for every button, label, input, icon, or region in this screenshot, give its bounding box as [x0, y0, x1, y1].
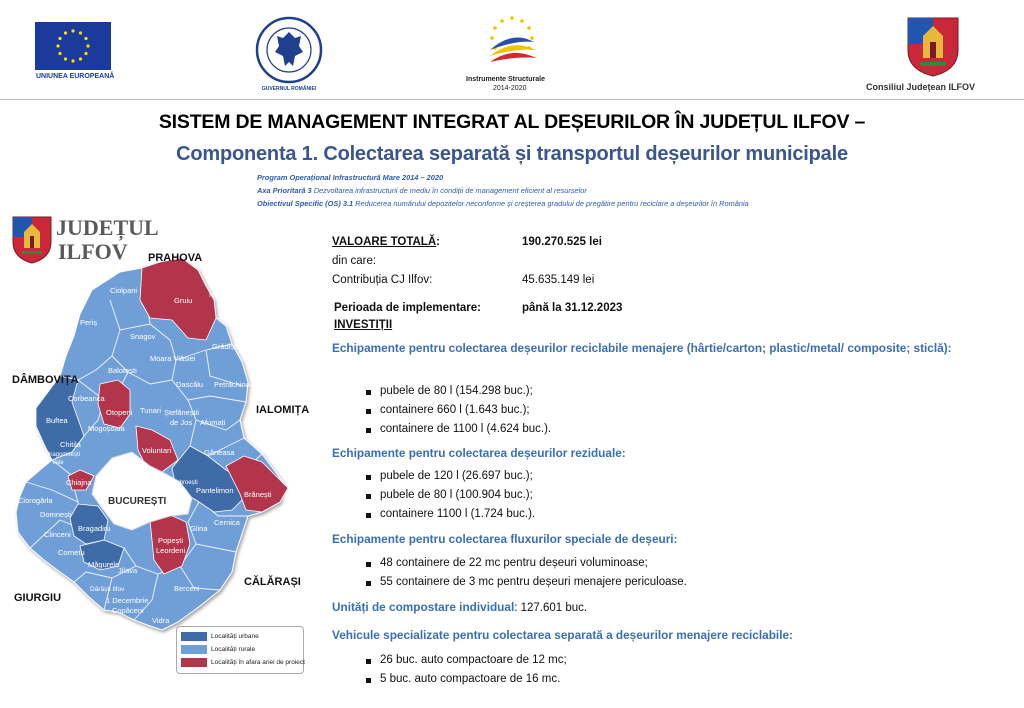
loc-leordeni: Leordeni — [156, 546, 186, 555]
loc-otopeni: Otopeni — [106, 408, 133, 417]
page-subtitle: Componenta 1. Colectarea separată și transportul deșeurilor municipale — [176, 143, 848, 165]
loc-buftea: Buftea — [46, 416, 68, 425]
ilfov-coat-of-arms-logo — [906, 16, 960, 78]
section-recyclable-item: pubele de 80 l (154.298 buc.); — [380, 385, 533, 397]
legend-swatch-rural — [181, 645, 207, 654]
page-title: SISTEM DE MANAGEMENT INTEGRAT AL DEȘEURILOR ÎN JUDEȚUL ILFOV – — [158, 111, 866, 133]
logo-bar — [0, 0, 1024, 100]
os-text: Reducerea numărului depozitelor neconforme și creșterea gradului de pregătire pentru reciclare a deșeurilor în România — [353, 199, 749, 208]
loc-pantelimon: Pantelimon — [196, 486, 234, 495]
valoare-line — [332, 236, 440, 248]
legend-swatch-outside — [181, 658, 207, 667]
loc-ciolpani: Ciolpani — [110, 286, 138, 295]
program-line — [257, 173, 443, 182]
loc-petrachioaia: Petrăchioaia — [214, 380, 256, 389]
loc-jilava: Jilava — [118, 566, 138, 575]
structural-instruments-years: 2014-2020 — [493, 85, 527, 92]
os-line — [257, 199, 749, 208]
section-compost-label: Unități de compostare individual — [332, 600, 515, 614]
loc-gruiu: Gruiu — [174, 296, 193, 305]
map-title-line1: JUDEȚUL — [56, 215, 159, 240]
section-recyclable-title: Echipamente pentru colectarea deșeurilor reciclabile menajere (hârtie/carton; plastic/metal/ composite; sticlă): — [332, 341, 952, 355]
din-care: din care: — [332, 255, 377, 267]
valoare-value: 190.270.525 lei — [522, 236, 602, 248]
loc-snagov: Snagov — [130, 332, 156, 341]
loc-corbeanca: Corbeanca — [68, 394, 105, 403]
section-compost-line — [332, 600, 587, 614]
axa-text: Dezvoltarea infrastructurii de mediu în condiții de management eficient al resurselor — [311, 186, 587, 195]
section-special-item: 55 containere de 3 mc pentru deșeuri menajere periculoase. — [380, 576, 687, 588]
legend-label-outside: Localități în afara ariei de proiect — [211, 659, 305, 666]
legend-swatch-urban — [181, 632, 207, 641]
structural-instruments-logo — [476, 12, 548, 74]
section-vehicles-title: Vehicule specializate pentru colectarea separată a deșeurilor menajere reciclabile: — [332, 628, 793, 642]
structural-instruments-caption: Instrumente Structurale — [466, 76, 545, 83]
county-giurgiu: GIURGIU — [14, 592, 62, 604]
os-label: Obiectivul Specific (OS) 3.1 — [257, 199, 354, 208]
government-seal-logo — [255, 16, 323, 84]
loc-chiajna: Chiajna — [66, 478, 92, 487]
loc-stefanestii: Ștefăneștii — [164, 408, 200, 417]
axa-label: Axa Prioritară 3 — [257, 186, 312, 195]
loc-popesti: Popești — [158, 536, 184, 545]
loc-peris: Periș — [80, 318, 98, 327]
bucharest-label: BUCUREȘTI — [108, 496, 167, 507]
legend-row-outside — [181, 657, 305, 668]
loc-glina: Glina — [190, 524, 208, 533]
axa-line — [257, 186, 587, 195]
loc-cernica: Cernica — [214, 518, 240, 527]
legend-row-rural — [181, 644, 255, 655]
loc-afumati: Afumați — [200, 418, 226, 427]
loc-tunari: Tunari — [140, 406, 161, 415]
eu-caption: UNIUNEA EUROPEANĂ — [36, 73, 115, 80]
loc-vale: Vale — [52, 460, 64, 466]
valoare-label: VALOARE TOTALĂ — [332, 236, 437, 248]
loc-copaceni: Copăceni — [112, 606, 144, 615]
contributia-value: 45.635.149 lei — [522, 274, 595, 286]
loc-1-decembrie: 1 Decembrie — [106, 596, 149, 605]
loc-voluntari: Voluntari — [142, 446, 172, 455]
loc-ciorogarla: Ciorogârla — [18, 496, 53, 505]
contributia-label: Contribuția CJ Ilfov: — [332, 274, 433, 286]
map-legend — [176, 626, 304, 674]
header-divider — [0, 99, 1024, 100]
section-vehicles-item: 5 buc. auto compactoare de 16 mc. — [380, 673, 561, 685]
loc-chitila: Chitila — [60, 440, 81, 449]
outside-otopeni — [98, 380, 133, 428]
perioada-value: până la 31.12.2023 — [522, 302, 623, 314]
section-residual-item: pubele de 120 l (26.697 buc.); — [380, 470, 533, 482]
county-prahova: PRAHOVA — [148, 252, 203, 264]
loc-clinceni: Clinceni — [44, 530, 71, 539]
cj-ilfov-caption: Consiliul Județean ILFOV — [866, 82, 976, 92]
government-ring-text: GUVERNUL ROMÂNIEI — [261, 86, 317, 92]
section-recyclable-item: containere de 1100 l (4.624 buc.). — [380, 423, 552, 435]
loc-berceni: Berceni — [174, 584, 200, 593]
loc-moara-vlasiei: Moara Vlăsiei — [150, 354, 196, 363]
valoare-colon: : — [436, 236, 440, 248]
loc-bragadiru: Bragadiru — [78, 524, 111, 533]
map-title-line2: ILFOV — [58, 239, 128, 264]
section-residual-title: Echipamente pentru colectarea deșeurilor reziduale: — [332, 446, 626, 460]
loc-domnesti: Domnești — [40, 510, 72, 519]
section-vehicles-item: 26 buc. auto compactoare de 12 mc; — [380, 654, 567, 666]
investitii-heading: INVESTIȚII — [334, 319, 393, 331]
section-residual-item: pubele de 80 l (100.904 buc.); — [380, 489, 533, 501]
section-compost-value: : 127.601 buc. — [514, 602, 588, 614]
eu-flag-logo — [35, 22, 111, 70]
loc-branesti: Brănești — [244, 490, 272, 499]
loc-dragomiresti: Dragomirești — [46, 452, 81, 458]
section-recyclable-item: containere 660 l (1.643 buc.); — [380, 404, 530, 416]
perioada-label: Perioada de implementare: — [334, 302, 481, 314]
loc-balotesti: Balotești — [108, 366, 137, 375]
ilfov-county-map — [0, 210, 320, 675]
loc-ganeasa: Găneasa — [204, 448, 235, 457]
legend-label-urban: Localități urbane — [211, 633, 259, 640]
program-name: Program Operațional Infrastructură Mare 2014 – 2020 — [257, 173, 444, 182]
loc-nuci: Nuci — [209, 290, 225, 299]
section-residual-item: containere 1100 l (1.724 buc.). — [380, 508, 536, 520]
county-dambovita: DÂMBOVIȚA — [12, 374, 79, 386]
loc-gradistea: Grădiștea — [212, 342, 245, 351]
loc-dobroesti: Dobroești — [172, 480, 198, 486]
section-special-item: 48 containere de 22 mc pentru deșeuri voluminoase; — [380, 557, 648, 569]
loc-de-jos: de Jos — [170, 418, 193, 427]
county-calarasi: CĂLĂRAȘI — [244, 576, 301, 588]
loc-mogosoaia: Mogoșoaia — [88, 424, 125, 433]
section-special-title: Echipamente pentru colectarea fluxurilor speciale de deșeuri: — [332, 532, 678, 546]
loc-vidra: Vidra — [152, 616, 170, 625]
loc-cornetu: Cornetu — [58, 548, 85, 557]
loc-magurele: Măgurele — [88, 560, 120, 569]
county-ialomita: IALOMIȚA — [256, 404, 310, 416]
loc-darasti: Dărăști Ilfov — [90, 586, 125, 593]
legend-row-urban — [181, 631, 259, 642]
legend-label-rural: Localități rurale — [211, 646, 256, 653]
loc-dascalu: Dascălu — [176, 380, 204, 389]
